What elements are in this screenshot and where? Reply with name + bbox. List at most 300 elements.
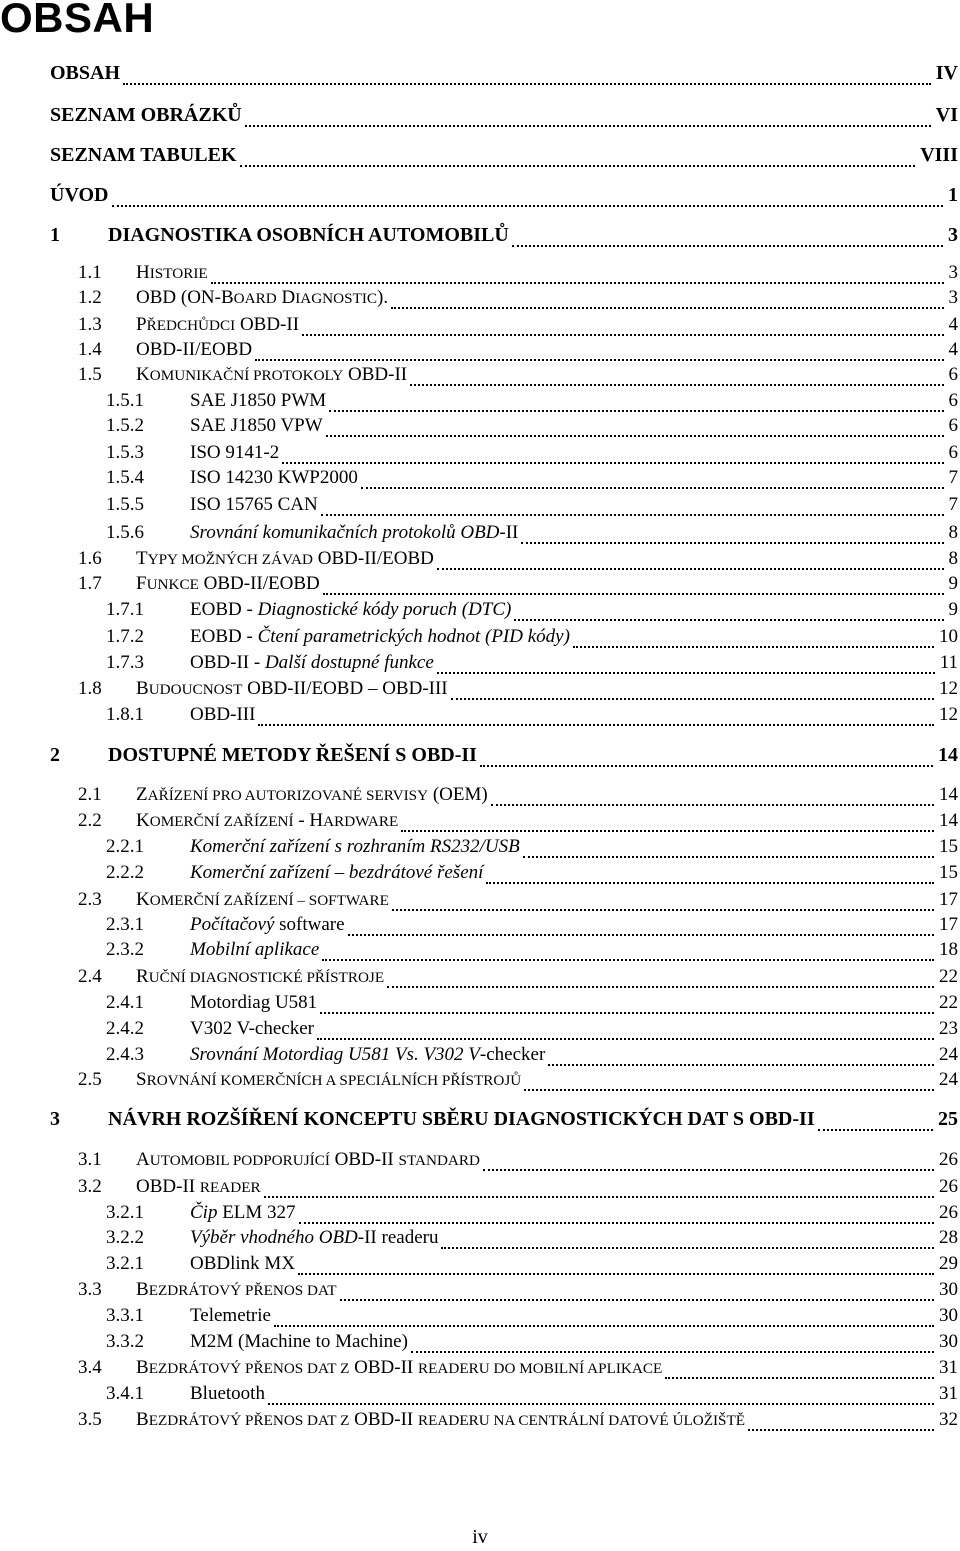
toc-entry-title-part: Čtení parametrických hodnot (PID kódy) [257,626,570,647]
page-title: OBSAH [0,0,155,41]
toc-entry-page: 14 [938,744,958,766]
toc-entry-number: 2.2.1 [106,836,144,857]
toc-entry[interactable] [0,1227,960,1252]
toc-entry-title-part: OBD-II [343,364,408,385]
toc-entry-number: 2.4.1 [106,992,144,1013]
toc-entry-page: 9 [948,573,958,594]
toc-entry-page: 15 [939,862,958,883]
toc-dot-leader [302,334,943,336]
toc-entry-title [190,1305,271,1327]
toc-entry-page: 17 [939,914,958,935]
toc-entry-title-part: OMERČNÍ ZAŘÍZENÍ [149,813,294,830]
toc-dot-leader [514,619,943,621]
toc-entry[interactable] [0,1383,960,1408]
toc-dot-leader [483,1169,934,1171]
toc-entry[interactable] [0,966,960,991]
toc-entry-number: 2.1 [78,784,102,805]
toc-entry-number: 1.3 [78,314,102,335]
toc-entry-number: 3.2.2 [106,1227,144,1248]
toc-dot-leader [240,165,916,167]
toc-entry-title [190,599,511,621]
toc-entry-page: 31 [939,1383,958,1404]
toc-entry-page: 3 [948,224,958,246]
toc-entry-title [190,626,570,648]
toc-entry-page: 14 [939,784,958,805]
toc-entry[interactable] [0,1409,960,1434]
toc-entry-number: 3.2 [78,1176,102,1197]
toc-dot-leader [258,724,934,726]
toc-entry[interactable] [0,522,960,547]
toc-dot-leader [392,909,934,911]
toc-entry-number: 1.5.6 [106,522,144,543]
toc-entry-page: 6 [948,364,958,385]
toc-entry-number: 1.5.4 [106,467,144,488]
toc-entry-title-part: IAGNOSTIC [295,290,378,307]
toc-entry-number: 1.5.3 [106,442,144,463]
toc-entry-title [190,1383,265,1405]
toc-entry-title [136,339,252,361]
toc-entry-number: 1.7.3 [106,652,144,673]
toc-entry[interactable] [0,415,960,440]
toc-entry[interactable] [0,599,960,624]
toc-entry-page: 32 [939,1409,958,1430]
toc-dot-leader [411,1351,934,1353]
toc-entry-title-part: EZDRÁTOVÝ PŘENOS DAT Z [148,1412,350,1429]
toc-dot-leader [245,125,931,127]
toc-entry-title-part: OBD-II/EOBD [198,573,320,594]
toc-entry-number: 2.3 [78,889,102,910]
toc-entry[interactable] [0,704,960,729]
toc-entry-title-part: UNKCE [146,576,199,593]
toc-dot-leader [299,1222,934,1224]
toc-entry-title [190,992,317,1014]
toc-entry-page: 8 [948,548,958,569]
toc-entry-number: 1.5.1 [106,390,144,411]
toc-entry-page: 30 [939,1279,958,1300]
toc-entry[interactable] [0,104,960,130]
toc-entry-title-part: P [136,314,147,335]
toc-entry-title-part: DIAGNOSTIKA OSOBNÍCH AUTOMOBILŮ [108,224,509,246]
toc-entry[interactable] [0,992,960,1017]
toc-entry[interactable] [0,62,960,88]
toc-entry-title-part: Výběr vhodného OBD [190,1227,358,1248]
toc-entry-title-part: - H [293,810,324,831]
toc-entry-number: 3.1 [78,1149,102,1170]
toc-dot-leader [268,1403,934,1405]
toc-dot-leader [320,1012,934,1014]
toc-entry-page: 3 [948,287,958,308]
toc-entry-page: VIII [920,144,958,166]
toc-entry-page: 11 [939,652,958,673]
toc-entry-title-part: -II [499,522,519,543]
toc-entry-title-part: Komerční zařízení s rozhraním RS232/USB [190,836,520,857]
toc-entry[interactable] [0,442,960,467]
toc-dot-leader [573,646,934,648]
toc-entry-page: 1 [948,184,958,206]
toc-entry-title-part: B [136,1279,149,1300]
toc-entry-number: 1.5.2 [106,415,144,436]
toc-entry-title-part: OBD-II [349,1357,418,1378]
toc-entry[interactable] [0,390,960,415]
toc-entry-title [108,744,477,767]
toc-dot-leader [818,1129,933,1131]
toc-entry-number: 1.7 [78,573,102,594]
toc-entry-title-part: OBD-II [136,1176,200,1197]
toc-entry-page: 6 [948,415,958,436]
toc-entry-number: 1.4 [78,339,102,360]
toc-entry[interactable] [0,494,960,519]
toc-entry[interactable] [0,862,960,887]
toc-entry-title-part: Komerční zařízení – bezdrátové řešení [190,862,484,883]
toc-entry-number: 1.8.1 [106,704,144,725]
toc-entry-title [190,862,483,884]
toc-entry-title-part: EOBD - [190,626,258,647]
toc-entry-title-part: YPY MOŽNÝCH ZÁVAD [147,551,313,568]
toc-dot-leader [491,804,934,806]
toc-entry-title [190,1253,295,1275]
toc-entry-title-part: ISO 14230 KWP2000 [190,467,358,488]
toc-entry-number: 1.1 [78,262,102,283]
toc-dot-leader [329,410,943,412]
toc-dot-leader [387,986,934,988]
toc-entry-title-part: ARDWARE [323,813,399,830]
toc-entry-title [136,966,384,988]
toc-entry[interactable] [0,1279,960,1304]
toc-entry-number: 1.5.5 [106,494,144,515]
toc-entry-title-part: Diagnostické kódy poruch (DTC) [257,599,512,620]
toc-entry-page: 15 [939,836,958,857]
toc-entry-title [190,836,520,858]
toc-dot-leader [340,1299,934,1301]
toc-entry-title [190,1202,296,1224]
toc-entry-number: 3.5 [78,1409,102,1430]
toc-entry-title-part: OBD (O [136,287,201,308]
toc-dot-leader [441,1247,934,1249]
toc-entry-title [190,442,279,464]
toc-dot-leader [326,435,944,437]
toc-entry-title-part: T [136,548,148,569]
toc-entry-title [50,184,109,207]
toc-entry-title [136,678,448,700]
toc-entry-title-part: B [136,1409,149,1430]
toc-entry[interactable] [0,1176,960,1201]
toc-entry-title-part: (OEM) [428,784,488,805]
toc-entry-title [136,1069,521,1091]
toc-dot-leader [322,959,934,961]
toc-entry-title [190,1018,314,1040]
page-number: iv [472,1526,488,1548]
toc-entry-title [190,1227,438,1249]
toc-entry[interactable] [0,1331,960,1356]
toc-dot-leader [255,359,943,361]
toc-entry-title-part: Počítačový [190,914,275,935]
toc-entry-title [190,1331,408,1353]
toc-entry[interactable] [0,1044,960,1069]
toc-entry-number: 3.3.2 [106,1331,144,1352]
toc-entry[interactable] [0,144,960,170]
toc-entry-title [136,314,299,336]
toc-dot-leader [548,1064,934,1066]
toc-entry-title [190,914,345,936]
toc-dot-leader [524,1089,934,1091]
toc-entry[interactable] [0,573,960,598]
toc-entry-title-part: ). [377,287,389,308]
toc-entry-number: 1.7.1 [106,599,144,620]
toc-entry-title-part: H [136,262,150,283]
toc-entry[interactable] [0,652,960,677]
toc-entry-number: 3.4 [78,1357,102,1378]
toc-entry-title-part: -II readeru [357,1227,439,1248]
toc-dot-leader [437,672,935,674]
toc-entry-title-part: ROVNÁNÍ KOMERČNÍCH A SPECIÁLNÍCH PŘÍSTROJŮ [146,1072,522,1089]
toc-entry-number: 1.5 [78,364,102,385]
toc-entry-number: 2.2.2 [106,862,144,883]
toc-entry-title [136,810,398,832]
toc-entry-title [136,1409,745,1431]
toc-entry[interactable] [0,262,960,287]
toc-entry-title-part: EOBD - [190,599,258,620]
toc-entry-title [108,1108,815,1131]
toc-entry-title [136,364,407,386]
toc-dot-leader [401,830,934,832]
toc-entry-number: 2.2 [78,810,102,831]
toc-dot-leader [323,593,944,595]
toc-entry-page: 3 [948,262,958,283]
toc-entry-page: 26 [939,1176,958,1197]
toc-entry-title-part: Z [136,784,148,805]
toc-entry-page: 28 [939,1227,958,1248]
toc-entry-title-part: -checker [479,1044,546,1065]
toc-entry-page: 26 [939,1202,958,1223]
toc-entry-page: 24 [939,1069,958,1090]
toc-entry-title [190,652,434,674]
toc-entry-title [136,1357,662,1379]
toc-entry-title [50,144,237,167]
toc-entry-number: 2.4 [78,966,102,987]
toc-entry-title-part: STANDARD [398,1152,480,1169]
toc-entry-title-part: N [200,287,215,308]
toc-entry-title [190,390,326,412]
toc-entry[interactable] [0,678,960,703]
toc-entry-page: 6 [948,390,958,411]
toc-entry-page: 23 [939,1018,958,1039]
toc-dot-leader [317,1038,934,1040]
toc-entry-number: 3.3.1 [106,1305,144,1326]
toc-entry-title-part: UDOUCNOST [148,681,243,698]
toc-entry-title-part: OBD-II [329,1149,399,1170]
toc-entry-page: 22 [939,966,958,987]
toc-entry-title [136,889,389,911]
toc-entry-number: 3.3 [78,1279,102,1300]
toc-entry-title [136,784,488,806]
toc-entry-title-part: OARD [233,290,277,307]
toc-entry-title-part: F [136,573,147,594]
toc-entry-title-part: SEZNAM OBRÁZKŮ [50,104,242,126]
toc-entry-title-part: B [136,678,149,699]
toc-entry-title-part: software [274,914,345,935]
toc-entry-title-part: EZDRÁTOVÝ PŘENOS DAT Z [148,1360,350,1377]
toc-entry-title-part: SAE J1850 PWM [190,390,327,411]
toc-entry-number: 1.2 [78,287,102,308]
toc-dot-leader [264,1196,934,1198]
toc-entry[interactable] [0,1108,960,1134]
toc-entry-page: 29 [939,1253,958,1274]
toc-entry[interactable] [0,836,960,861]
toc-entry-number: 1 [50,224,60,246]
toc-entry[interactable] [0,1357,960,1382]
toc-entry-title-part: NÁVRH ROZŠÍŘENÍ KONCEPTU SBĚRU DIAGNOSTICKÝCH DAT S OBD-II [108,1108,815,1130]
toc-entry-page: 30 [939,1331,958,1352]
toc-entry-title-part: OBD-II [349,1409,418,1430]
toc-dot-leader [523,856,934,858]
toc-entry-page: 7 [948,467,958,488]
toc-entry[interactable] [0,1018,960,1043]
toc-entry[interactable] [0,1253,960,1278]
toc-entry-title-part: OBDlink MX [190,1253,296,1274]
toc-entry[interactable] [0,1305,960,1330]
toc-entry-page: 10 [939,626,958,647]
toc-entry-number: 2.5 [78,1069,102,1090]
toc-entry-number: 2.4.2 [106,1018,144,1039]
toc-entry[interactable] [0,914,960,939]
toc-dot-leader [211,282,944,284]
toc-entry-title-part: SAE J1850 VPW [190,415,323,436]
toc-entry-title-part: ŘEDCHŮDCI [146,317,236,334]
toc-dot-leader [665,1377,934,1379]
toc-entry-title-part: Čip [190,1202,218,1223]
toc-entry-number: 1.8 [78,678,102,699]
toc-entry-title-part: EZDRÁTOVÝ PŘENOS DAT [148,1282,337,1299]
toc-entry-title-part: OMUNIKAČNÍ PROTOKOLY [149,367,344,384]
toc-entry-page: 14 [939,810,958,831]
toc-entry-title-part: SEZNAM TABULEK [50,144,237,166]
toc-dot-leader [321,514,944,516]
toc-entry-title-part: OBD-II/EOBD [313,548,434,569]
toc-entry-number: 1.6 [78,548,102,569]
toc-entry[interactable] [0,939,960,964]
toc-entry-title-part: Další dostupné funkce [264,652,434,673]
toc-dot-leader [410,384,943,386]
toc-entry[interactable] [0,1149,960,1174]
toc-entry-page: 8 [948,522,958,543]
toc-entry-page: 24 [939,1044,958,1065]
toc-entry[interactable] [0,184,960,210]
toc-entry[interactable] [0,314,960,339]
toc-entry-title-part: UČNÍ DIAGNOSTICKÉ PŘÍSTROJE [148,969,385,986]
toc-entry[interactable] [0,1069,960,1094]
toc-entry-title-part: OBD-II [235,314,300,335]
toc-entry-title-part: V302 V-checker [190,1018,314,1039]
toc-entry-title-part: S [136,1069,147,1090]
toc-entry-title-part: Motordiag U581 [190,992,318,1013]
toc-entry-title-part: READER [199,1179,261,1196]
toc-entry-title [136,287,388,309]
toc-entry-page: 31 [939,1357,958,1378]
toc-entry-title [136,1176,261,1198]
toc-entry-title-part: READERU DO MOBILNÍ APLIKACE [417,1360,663,1377]
toc-dot-leader [298,1273,934,1275]
toc-entry-title-part: OBD-II - [190,652,265,673]
toc-entry-page: 9 [948,599,958,620]
toc-entry[interactable] [0,548,960,573]
toc-entry-title-part: K [136,889,150,910]
toc-entry[interactable] [0,364,960,389]
toc-entry-title-part: D [276,287,296,308]
toc-dot-leader [451,698,934,700]
toc-entry-title [190,494,318,516]
toc-entry-number: 1.7.2 [106,626,144,647]
toc-entry-title-part: ISO 9141-2 [190,442,280,463]
toc-entry-number: 2 [50,744,60,766]
toc-entry-title-part: A [136,1149,150,1170]
toc-entry[interactable] [0,810,960,835]
toc-entry-number: 3.2.1 [106,1253,144,1274]
toc-entry-title [190,1044,545,1066]
toc-entry-title-part: READERU NA CENTRÁLNÍ DATOVÉ ÚLOŽIŠTĚ [417,1412,746,1429]
toc-entry-title-part: OMERČNÍ ZAŘÍZENÍ – SOFTWARE [149,892,389,909]
toc-entry-page: 12 [939,704,958,725]
toc-entry-page: 17 [939,889,958,910]
toc-dot-leader [521,542,943,544]
toc-entry[interactable] [0,339,960,364]
toc-dot-leader [391,307,943,309]
toc-entry-title-part: Srovnání Motordiag U581 Vs. V302 V [190,1044,480,1065]
toc-entry-number: 3.4.1 [106,1383,144,1404]
toc-entry[interactable] [0,744,960,770]
toc-entry-title-part: OBD-II/EOBD [136,339,253,360]
toc-entry-title-part: DOSTUPNÉ METODY ŘEŠENÍ S OBD-II [108,744,477,766]
toc-entry-title [136,1149,480,1171]
toc-entry-title-part: Srovnání komunikačních protokolů OBD [190,522,500,543]
toc-entry-title [190,522,518,544]
toc-entry[interactable] [0,626,960,651]
toc-dot-leader [123,83,931,85]
toc-entry-title [50,104,242,127]
toc-entry-title [50,62,120,85]
toc-entry-page: 25 [938,1108,958,1130]
toc-entry-number: 2.4.3 [106,1044,144,1065]
toc-entry-title-part: UTOMOBIL PODPORUJÍCÍ [149,1152,330,1169]
toc-entry-number: 2.3.2 [106,939,144,960]
toc-entry[interactable] [0,467,960,492]
toc-dot-leader [480,765,933,767]
toc-entry-page: IV [935,62,958,84]
toc-entry-title [190,467,358,489]
toc-entry-page: VI [935,104,958,126]
toc-entry-number: 3.2.1 [106,1202,144,1223]
toc-entry-title-part: OBSAH [50,62,121,84]
toc-entry[interactable] [0,784,960,809]
toc-entry[interactable] [0,224,960,250]
toc-entry-title-part: AŘÍZENÍ PRO AUTORIZOVANÉ SERVISY [147,787,429,804]
toc-entry-page: 12 [939,678,958,699]
toc-entry-title-part: Mobilní aplikace [190,939,320,960]
toc-entry-title [136,1279,337,1301]
toc-dot-leader [361,487,944,489]
toc-entry-number: 2.3.1 [106,914,144,935]
toc-dot-leader [486,882,934,884]
toc-entry-title [190,415,323,437]
toc-entry[interactable] [0,1202,960,1227]
toc-entry-title [108,224,509,247]
toc-entry[interactable] [0,889,960,914]
toc-entry-title-part: ISO 15765 CAN [190,494,318,515]
toc-entry-title-part: K [136,364,150,385]
toc-dot-leader [512,245,943,247]
toc-dot-leader [282,462,943,464]
toc-entry-title-part: OBD-II/EOBD – OBD-III [242,678,448,699]
toc-entry[interactable] [0,287,960,312]
